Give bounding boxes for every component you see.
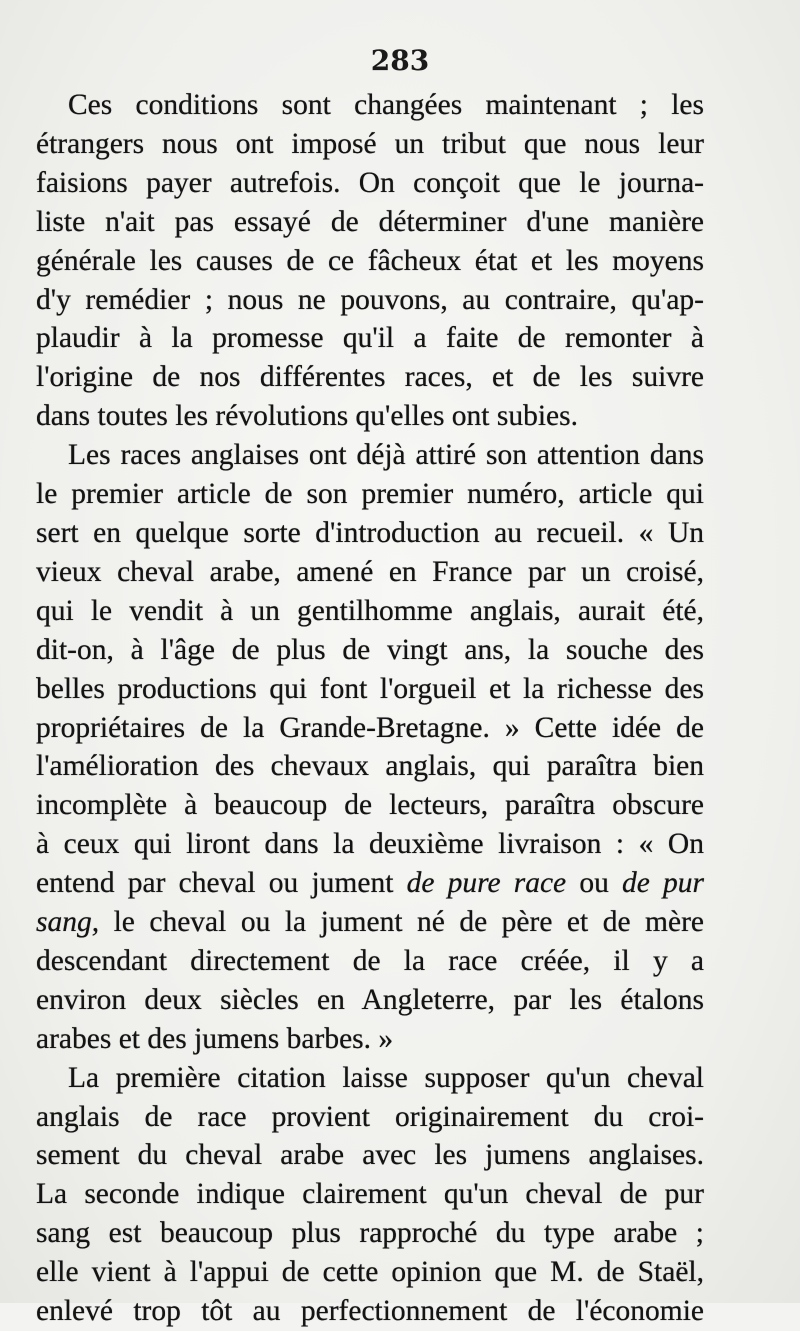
text-line: Les races anglaises ont déjà attiré son attention dans: [68, 439, 704, 472]
text-line: elle vient à l'appui de cette opinion que M. de Staël,: [36, 1256, 704, 1289]
text-line: La première citation laisse supposer qu'un cheval: [68, 1061, 704, 1094]
text-line: le premier article de son premier numéro, article qui: [36, 478, 704, 511]
text-line: dans toutes les révolutions qu'elles ont subies.: [36, 400, 578, 433]
text-line: La seconde indique clairement qu'un cheval de pur: [36, 1178, 704, 1211]
text-line: anglais de race provient originairement du croi-: [36, 1100, 704, 1133]
italic-run: de pur: [622, 867, 704, 900]
text-run: ou: [566, 867, 622, 900]
text-line: descendant directement de la race créée, il y a: [36, 944, 704, 977]
text-line: environ deux siècles en Angleterre, par les étalons: [36, 983, 704, 1016]
paragraph-3: [36, 1059, 704, 1331]
text-line: générale les causes de ce fâcheux état et les moyens: [36, 244, 704, 277]
text-line: à ceux qui liront dans la deuxième livraison : « On: [36, 828, 704, 861]
text-line: sang est beaucoup plus rapproché du type arabe ;: [36, 1217, 704, 1250]
text-line: arabes et des jumens barbes. »: [36, 1022, 394, 1055]
text-line: qui le vendit à un gentilhomme anglais, aurait été,: [36, 594, 704, 627]
text-line: sement du cheval arabe avec les jumens anglaises.: [36, 1139, 704, 1172]
text-line: d'y remédier ; nous ne pouvons, au contraire, qu'ap-: [36, 283, 704, 316]
text-line: vieux cheval arabe, amené en France par un croisé,: [36, 555, 704, 588]
text-line: l'amélioration des chevaux anglais, qui paraîtra bien: [36, 750, 704, 783]
text-line: l'origine de nos différentes races, et de les suivre: [36, 361, 704, 394]
paragraph-1: [36, 86, 704, 436]
italic-run: sang,: [36, 906, 100, 939]
paragraph-2: [36, 436, 704, 1059]
text-run: le cheval ou la jument né de père et de mère: [99, 906, 704, 939]
text-line: liste n'ait pas essayé de déterminer d'une manière: [36, 205, 704, 238]
text-line: dit-on, à l'âge de plus de vingt ans, la souche des: [36, 633, 704, 666]
page-number: 283: [370, 44, 430, 77]
text-line: belles productions qui font l'orgueil et la richesse des: [36, 672, 704, 705]
text-line: sert en quelque sorte d'introduction au recueil. « Un: [36, 516, 704, 549]
text-line: propriétaires de la Grande-Bretagne. » Cette idée de: [36, 711, 704, 744]
text-line-mixed: [36, 903, 704, 942]
italic-run: de pure race: [406, 867, 567, 900]
text-line: faisions payer autrefois. On conçoit que le journa-: [36, 166, 704, 199]
text-line: Ces conditions sont changées maintenant ; les: [68, 89, 704, 121]
text-run: entend par cheval ou jument: [36, 867, 407, 900]
text-line: incomplète à beaucoup de lecteurs, paraîtra obscure: [36, 789, 704, 822]
text-line: étrangers nous ont imposé un tribut que nous leur: [36, 127, 704, 160]
text-line-mixed: [36, 864, 704, 903]
body-text: [36, 86, 704, 1331]
text-line: enlevé trop tôt au perfectionnement de l'économie: [36, 1295, 704, 1328]
text-line: plaudir à la promesse qu'il a faite de remonter à: [36, 322, 704, 355]
